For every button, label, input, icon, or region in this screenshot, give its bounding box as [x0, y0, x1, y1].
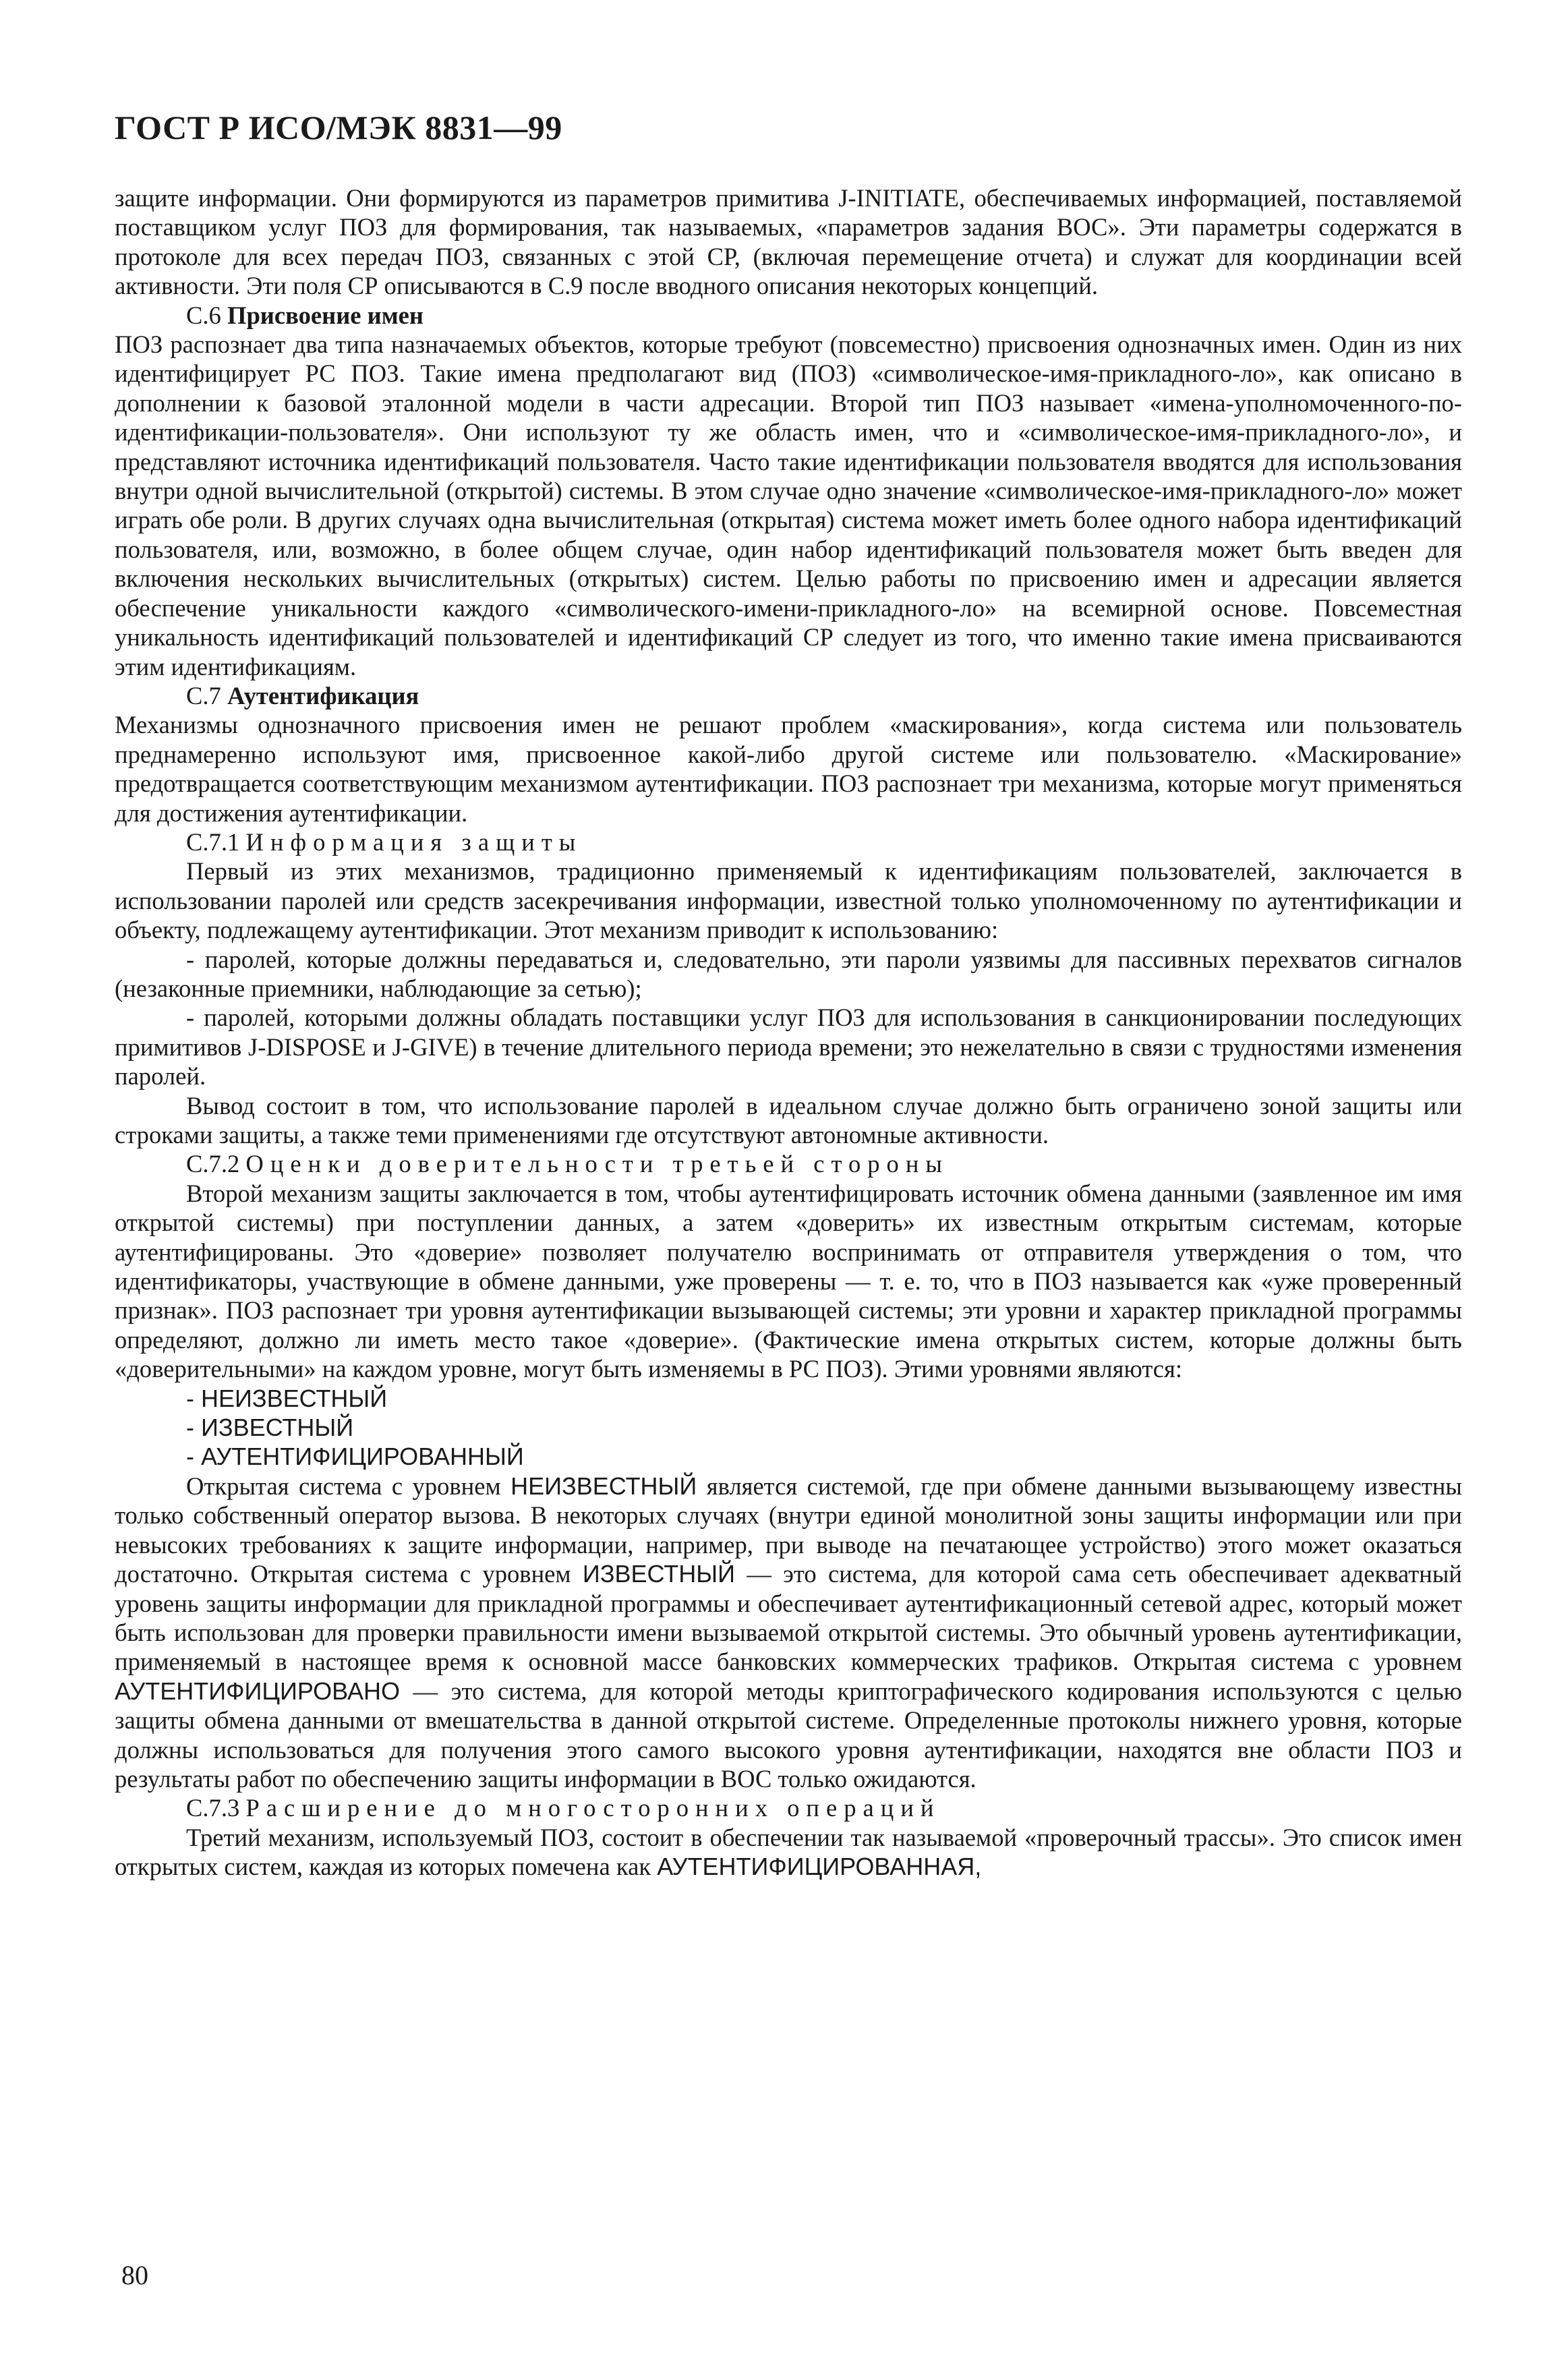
paragraph-c7-1: Механизмы однозначного присвоения имен не решают проблем «маскирования», когда система или пользователь преднамеренно используют имя, присвоенное какой-либо другой системе или пользователю. «Маскирование» предотвращается соответствующим механизмом аутентификации. ПОЗ распознает три механизма, которые могут применяться для достижения аутентификации. — [115, 711, 1462, 827]
list-item-level-authenticated: - АУТЕНТИФИЦИРОВАННЫЙ — [186, 1443, 524, 1471]
list-item-level-known: - ИЗВЕСТНЫЙ — [186, 1414, 354, 1442]
paragraph-c73-1 — [115, 1823, 1462, 1882]
paragraph-c6-1: ПОЗ распознает два типа назначаемых объектов, которые требуют (повсеместно) присвоения однозначных имен. Один из них идентифицирует РС ПОЗ. Такие имена предполагают вид (ПОЗ) «символическое-имя-прикладного-ло», как описано в дополнении к базовой эталонной модели в части адресации. Второй тип ПОЗ называет «имена-уполномоченного-по-идентификации-пользователя». Они используют ту же область имен, что и «символическое-имя-прикладного-ло», и представляют источника идентификаций пользователя. Часто такие идентификации пользователя вводятся для использования внутри одной вычислительной (открытой) системы. В этом случае одно значение «символическое-имя-прикладного-ло» может играть обе роли. В других случаях одна вычислительная (открытая) система может иметь более одного набора идентификаций пользователя, или, возможно, в более общем случае, один набор идентификаций пользователя может быть введен для включения нескольких вычислительных (открытых) систем. Целью работы по присвоению имен и адресации является обеспечение уникальности каждого «символического-имени-прикладного-ло» на всемирной основе. Повсеместная уникальность идентификаций пользователей и идентификаций СР следует из того, что именно такие имена присваиваются этим идентификациям. — [115, 330, 1462, 680]
level-term: АУТЕНТИФИЦИРОВАННАЯ, — [657, 1853, 982, 1881]
section-heading-c7 — [115, 681, 1462, 710]
section-heading-c73 — [115, 1793, 1462, 1822]
section-title: Присвоение имен — [227, 301, 424, 329]
section-title: Аутентификация — [227, 681, 419, 709]
paragraph-c71-4: Вывод состоит в том, что использование паролей в идеальном случае должно быть ограничено зоной защиты или строками защиты, а также теми применениями где отсутствуют автономные активности. — [115, 1091, 1462, 1149]
document-body — [115, 183, 1462, 1882]
section-number: С.7 — [186, 681, 221, 709]
level-term: АУТЕНТИФИЦИРОВАНО — [115, 1677, 400, 1705]
section-title: Оценки доверительности третьей стороны — [245, 1150, 949, 1178]
level-term: ИЗВЕСТНЫЙ — [582, 1560, 736, 1588]
section-heading-c71 — [115, 828, 1462, 857]
text-run: — это система, для которой методы криптографического кодирования используются с целью защиты обмена данными от вмешательства в данной открытой системе. Определенные протоколы нижнего уровня, которые должны использоваться для получения этого самого высокого уровня аутентификации, находятся вне области ПОЗ и результаты работ по обеспечению защиты информации в ВОС только ожидаются. — [115, 1677, 1462, 1793]
document-header-title: ГОСТ Р ИСО/МЭК 8831—99 — [115, 109, 562, 146]
section-heading-c6 — [115, 301, 1462, 330]
section-title: Расширение до многосторонних операций — [245, 1794, 941, 1822]
text-run: является системой, где при обмене данными вызывающему известны только собственный оператор вызова. В некоторых случаях (внутри единой монолитной зоны защиты информации или при невысоких требованиях к защите информации, например, при выводе на печатающее устройство) этого может оказаться достаточно. Открытая система с уровнем — [115, 1472, 1462, 1588]
text-run: Третий механизм, используемый ПОЗ, состоит в обеспечении так называемой «проверочный трассы». Это список имен открытых систем, каждая из которых помечена как — [115, 1823, 1462, 1881]
paragraph-c72-2 — [115, 1472, 1462, 1793]
section-number: С.7.3 — [186, 1794, 240, 1822]
paragraph-c71-1: Первый из этих механизмов, традиционно применяемый к идентификациям пользователей, заключается в использовании паролей или средств засекречивания информации, известной только уполномоченному по аутентификации и объекту, подлежащему аутентификации. Этот механизм приводит к использованию: — [115, 857, 1462, 944]
section-title: Информация защиты — [245, 828, 583, 856]
section-number: С.7.2 — [186, 1150, 240, 1178]
paragraph-continuation: защите информации. Они формируются из параметров примитива J-INITIATE, обеспечиваемых информацией, поставляемой поставщиком услуг ПОЗ для формирования, так называемых, «параметров задания ВОС». Эти параметры содержатся в протоколе для всех передач ПОЗ, связанных с этой СР, (включая перемещение отчета) и служат для координации всей активности. Эти поля СР описываются в С.9 после вводного описания некоторых концепций. — [115, 184, 1462, 300]
paragraph-c71-2: - паролей, которые должны передаваться и, следовательно, эти пароли уязвимы для пассивных перехватов сигналов (незаконные приемники, наблюдающие за сетью); — [115, 945, 1462, 1002]
level-term: НЕИЗВЕСТНЫЙ — [511, 1472, 697, 1500]
section-number: С.7.1 — [186, 828, 240, 856]
list-item-level-unknown: - НЕИЗВЕСТНЫЙ — [186, 1384, 388, 1412]
text-run: — это система, для которой сама сеть обеспечивает адекватный уровень защиты информации для прикладной программы и обеспечивает аутентификационный сетевой адрес, который может быть использован для проверки правильности имени вызываемой открытой системы. Это обычный уровень аутентификации, применяемый в настоящее время к основной массе банковских коммерческих трафиков. Открытая система с уровнем — [115, 1560, 1462, 1676]
section-number: С.6 — [186, 301, 221, 329]
paragraph-c71-3: - паролей, которыми должны обладать поставщики услуг ПОЗ для использования в санкционировании последующих примитивов J-DISPOSE и J-GIVE) в течение длительного периода времени; это нежелательно в связи с трудностями изменения паролей. — [115, 1004, 1462, 1091]
page-number: 80 — [121, 2260, 148, 2290]
paragraph-c72-1: Второй механизм защиты заключается в том, чтобы аутентифицировать источник обмена данными (заявленное им имя открытой системы) при поступлении данных, а затем «доверить» их известным открытым системам, которые аутентифицированы. Это «доверие» позволяет получателю воспринимать от отправителя утверждения о том, что идентификаторы, участвующие в обмене данными, уже проверены — т. е. то, что в ПОЗ называется как «уже проверенный признак». ПОЗ распознает три уровня аутентификации вызывающей системы; эти уровни и характер прикладной программы определяют, должно ли иметь место такое «доверие». (Фактические имена открытых систем, которые должны быть «доверительными» на каждом уровне, могут быть изменяемы в РС ПОЗ). Этими уровнями являются: — [115, 1179, 1462, 1383]
section-heading-c72 — [115, 1149, 1462, 1178]
text-run: Открытая система с уровнем — [186, 1472, 511, 1500]
